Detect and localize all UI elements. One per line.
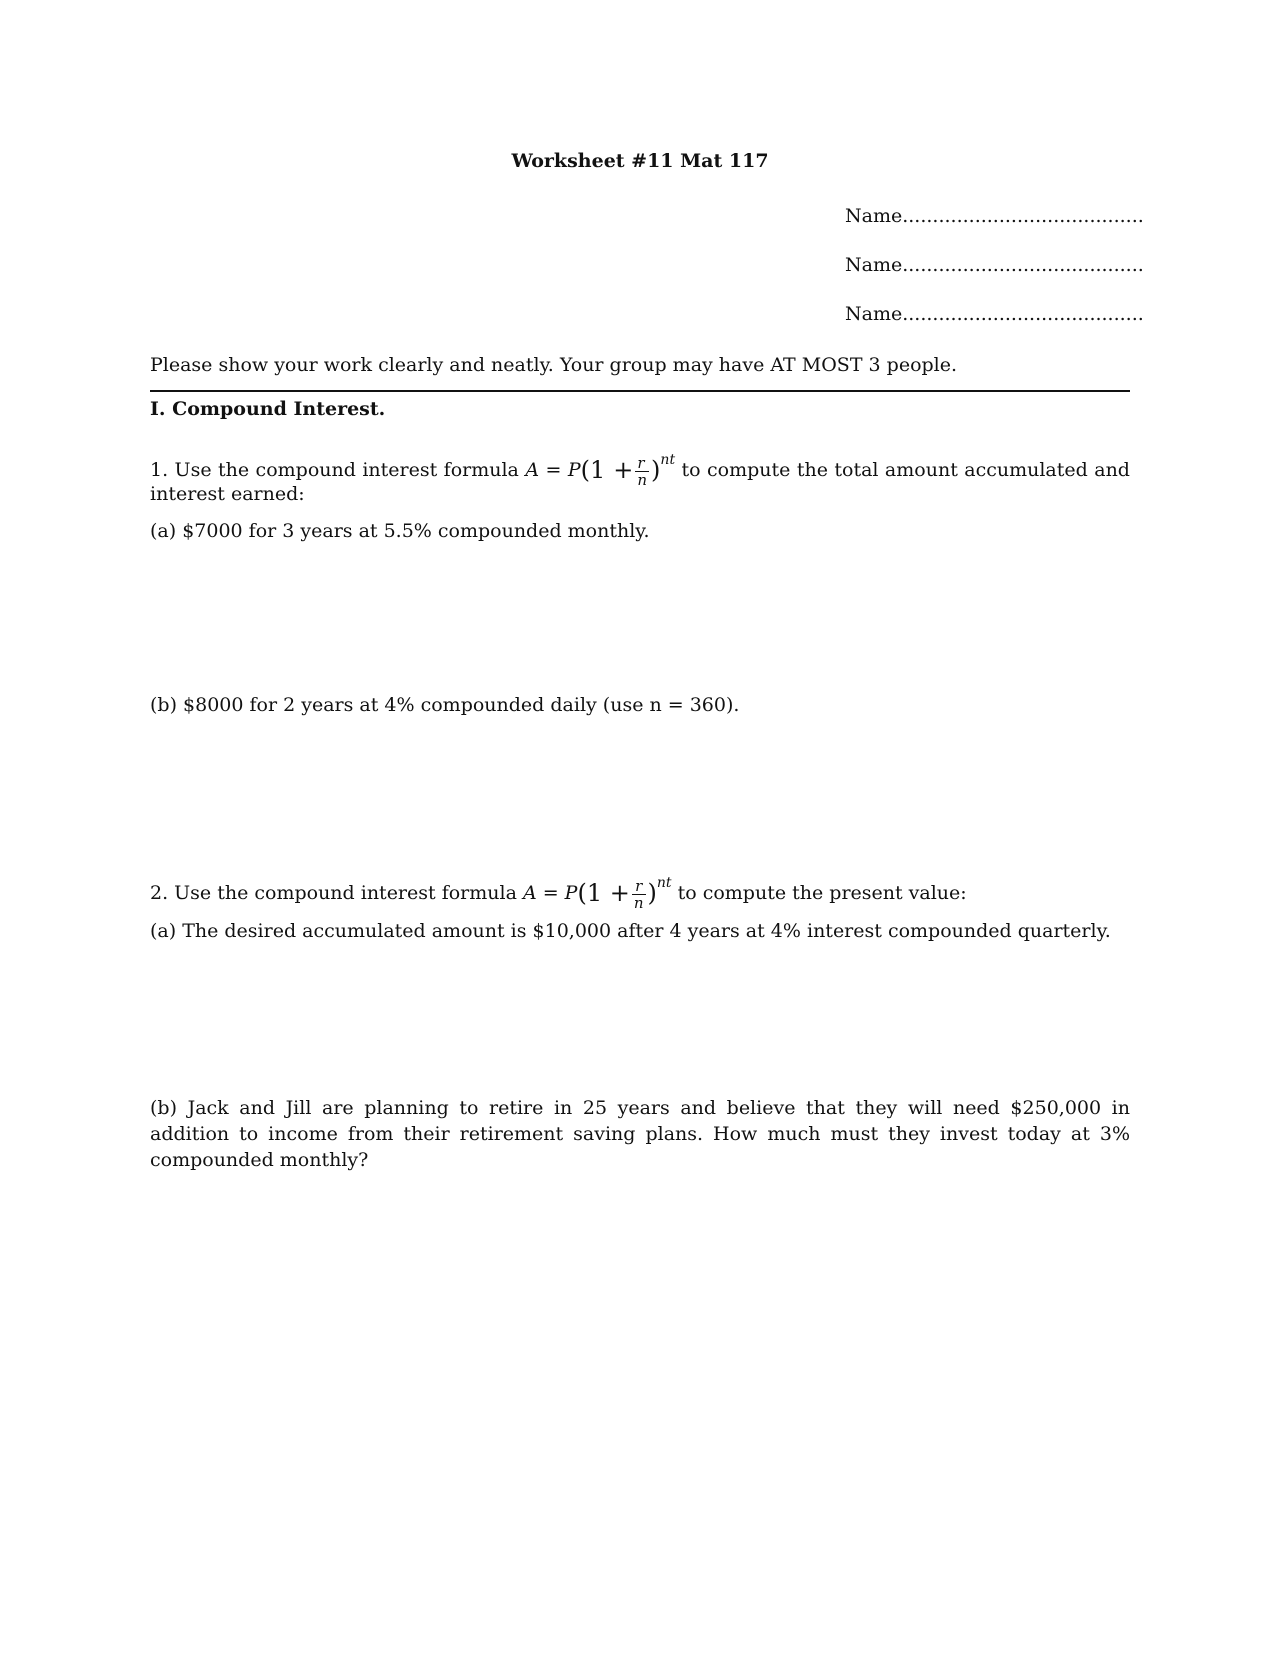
q2-part-b: (b) Jack and Jill are planning to retire in 25 years and believe that they will need $250,000 in addition to income from their retirement saving plans. How much must they invest today at 3% compounded monthly? — [150, 1097, 1130, 1171]
q1-lead: 1. Use the compound interest formula — [150, 459, 519, 481]
formula-num-2: r — [632, 878, 646, 895]
formula-close: ) — [651, 456, 661, 484]
formula-exp-2: nt — [656, 875, 672, 891]
name-field-1[interactable]: Name........................................ — [845, 205, 1144, 227]
q2-tail: to compute the present value: — [677, 882, 967, 904]
formula-lhs-2: A = P — [522, 882, 578, 904]
formula-fraction-2 — [632, 878, 646, 911]
q2-statement — [150, 870, 1130, 911]
name-field-2[interactable]: Name........................................ — [845, 254, 1144, 276]
formula-lhs: A = P — [525, 459, 581, 481]
divider — [150, 390, 1130, 392]
q1-line2: interest earned: — [150, 483, 305, 505]
formula-open-2: (1 + — [577, 879, 630, 907]
formula-den-2: n — [633, 893, 644, 912]
formula-open: (1 + — [580, 456, 634, 484]
name-field-3[interactable]: Name........................................ — [845, 303, 1144, 325]
q2-lead: 2. Use the compound interest formula — [150, 882, 517, 904]
formula-den: n — [637, 470, 648, 489]
q1-tail: to compute the total amount accumulated and — [681, 459, 1130, 481]
q2-part-a: (a) The desired accumulated amount is $10,000 after 4 years at 4% interest compounded quarterly. — [150, 920, 1111, 942]
formula-num: r — [635, 455, 649, 472]
section-title: I. Compound Interest. — [150, 398, 386, 420]
worksheet-title: Worksheet #11 Mat 117 — [511, 150, 769, 172]
formula-close-2: ) — [647, 879, 657, 907]
q1-part-a: (a) $7000 for 3 years at 5.5% compounded monthly. — [150, 520, 650, 542]
formula-exp: nt — [660, 452, 676, 468]
q1-part-b: (b) $8000 for 2 years at 4% compounded daily (use n = 360). — [150, 694, 740, 716]
instructions: Please show your work clearly and neatly. Your group may have AT MOST 3 people. — [150, 354, 958, 376]
